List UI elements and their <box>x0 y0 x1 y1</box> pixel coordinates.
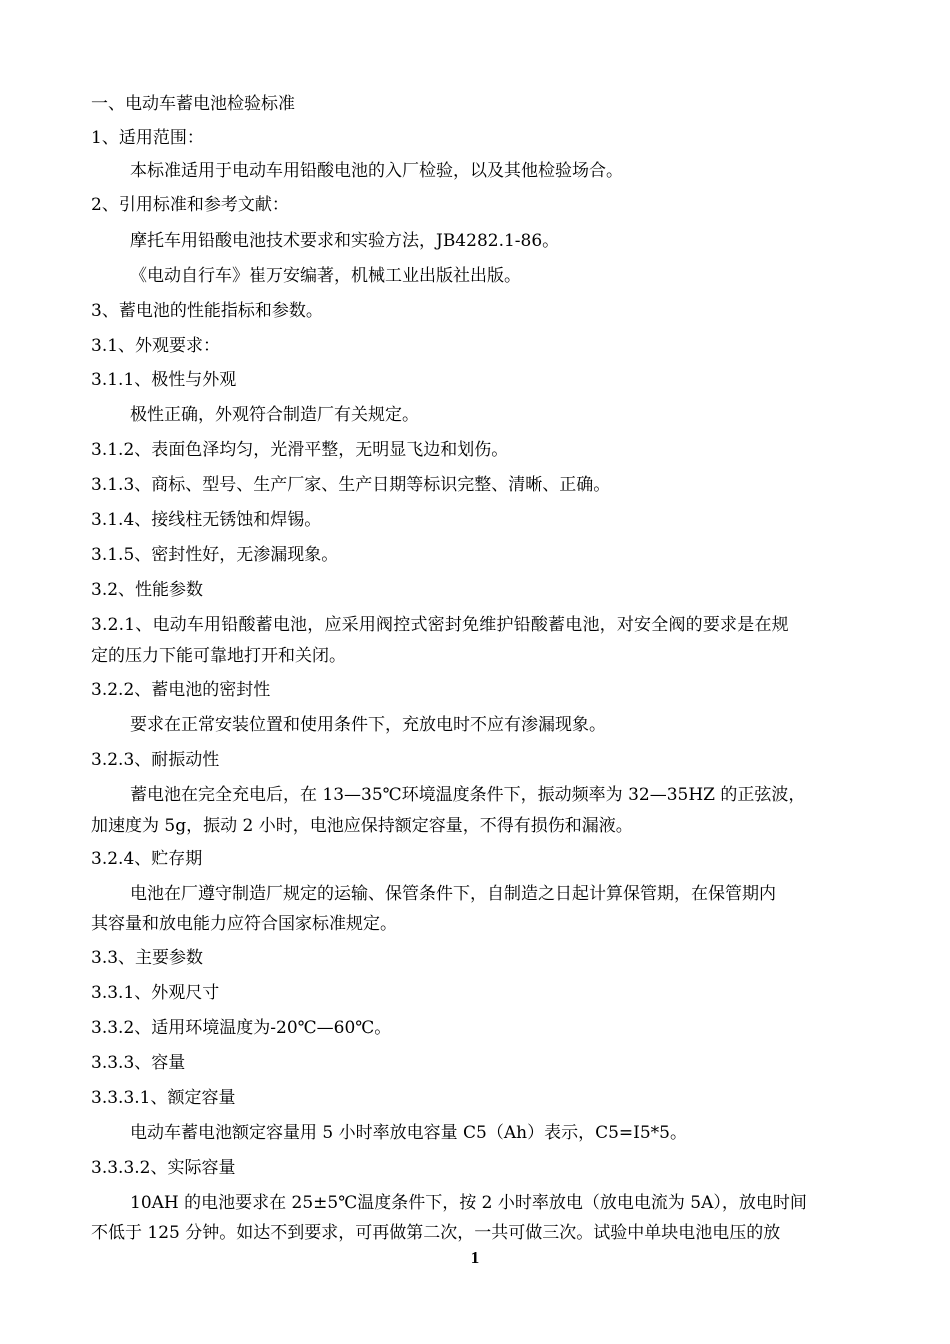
page-number: 1 <box>470 1248 480 1267</box>
paragraph: 本标准适用于电动车用铅酸电池的入厂检验，以及其他检验场合。 <box>130 161 623 181</box>
paragraph: 极性正确，外观符合制造厂有关规定。 <box>130 405 419 425</box>
subsection-heading: 1、适用范围： <box>91 128 204 148</box>
list-item: 3.1.2、表面色泽均匀，光滑平整，无明显飞边和划伤。 <box>91 440 509 460</box>
paragraph-line: 其容量和放电能力应符合国家标准规定。 <box>91 914 397 934</box>
list-item: 3.1.5、密封性好，无渗漏现象。 <box>91 545 339 565</box>
paragraph-line: 不低于 125 分钟。如达不到要求，可再做第二次，一共可做三次。试验中单块电池电压的放 <box>91 1223 781 1243</box>
paragraph-line: 电池在厂遵守制造厂规定的运输、保管条件下，自制造之日起计算保管期，在保管期内 <box>130 884 776 904</box>
subsection-heading: 3.2.4、贮存期 <box>91 849 203 869</box>
subsection-heading: 3.2.3、耐振动性 <box>91 750 220 770</box>
list-item: 3.1.4、接线柱无锈蚀和焊锡。 <box>91 510 322 530</box>
subsection-heading: 3.1.1、极性与外观 <box>91 370 237 390</box>
paragraph-line: 蓄电池在完全充电后，在 13—35℃环境温度条件下，振动频率为 32—35HZ 的正弦波， <box>130 785 806 805</box>
paragraph-line: 3.2.1、电动车用铅酸蓄电池，应采用阀控式密封免维护铅酸蓄电池，对安全阀的要求是在规 <box>91 615 789 635</box>
paragraph-line: 加速度为 5g，振动 2 小时，电池应保持额定容量，不得有损伤和漏液。 <box>91 816 633 836</box>
paragraph-line: 10AH 的电池要求在 25±5℃温度条件下，按 2 小时率放电（放电电流为 5A），放电时间 <box>130 1193 807 1213</box>
subsection-heading: 3.3.1、外观尺寸 <box>91 983 220 1003</box>
paragraph: 《电动自行车》崔万安编著，机械工业出版社出版。 <box>130 266 521 286</box>
section-heading: 一、电动车蓄电池检验标准 <box>91 94 295 114</box>
paragraph: 要求在正常安装位置和使用条件下，充放电时不应有渗漏现象。 <box>130 715 606 735</box>
subsection-heading: 3、蓄电池的性能指标和参数。 <box>91 301 323 321</box>
list-item: 3.1.3、商标、型号、生产厂家、生产日期等标识完整、清晰、正确。 <box>91 475 611 495</box>
subsection-heading: 3.2、性能参数 <box>91 580 204 600</box>
subsection-heading: 3.3、主要参数 <box>91 948 204 968</box>
list-item: 3.3.2、适用环境温度为-20℃—60℃。 <box>91 1018 392 1038</box>
subsection-heading: 3.3.3.1、额定容量 <box>91 1088 236 1108</box>
paragraph-line: 定的压力下能可靠地打开和关闭。 <box>91 646 346 666</box>
subsection-heading: 3.3.3、容量 <box>91 1053 186 1073</box>
subsection-heading: 3.2.2、蓄电池的密封性 <box>91 680 271 700</box>
paragraph: 摩托车用铅酸电池技术要求和实验方法，JB4282.1-86。 <box>130 231 560 251</box>
paragraph: 电动车蓄电池额定容量用 5 小时率放电容量 C5（Ah）表示，C5=I5*5。 <box>130 1123 687 1143</box>
subsection-heading: 3.1、外观要求： <box>91 336 221 356</box>
subsection-heading: 3.3.3.2、实际容量 <box>91 1158 236 1178</box>
subsection-heading: 2、引用标准和参考文献： <box>91 195 289 215</box>
